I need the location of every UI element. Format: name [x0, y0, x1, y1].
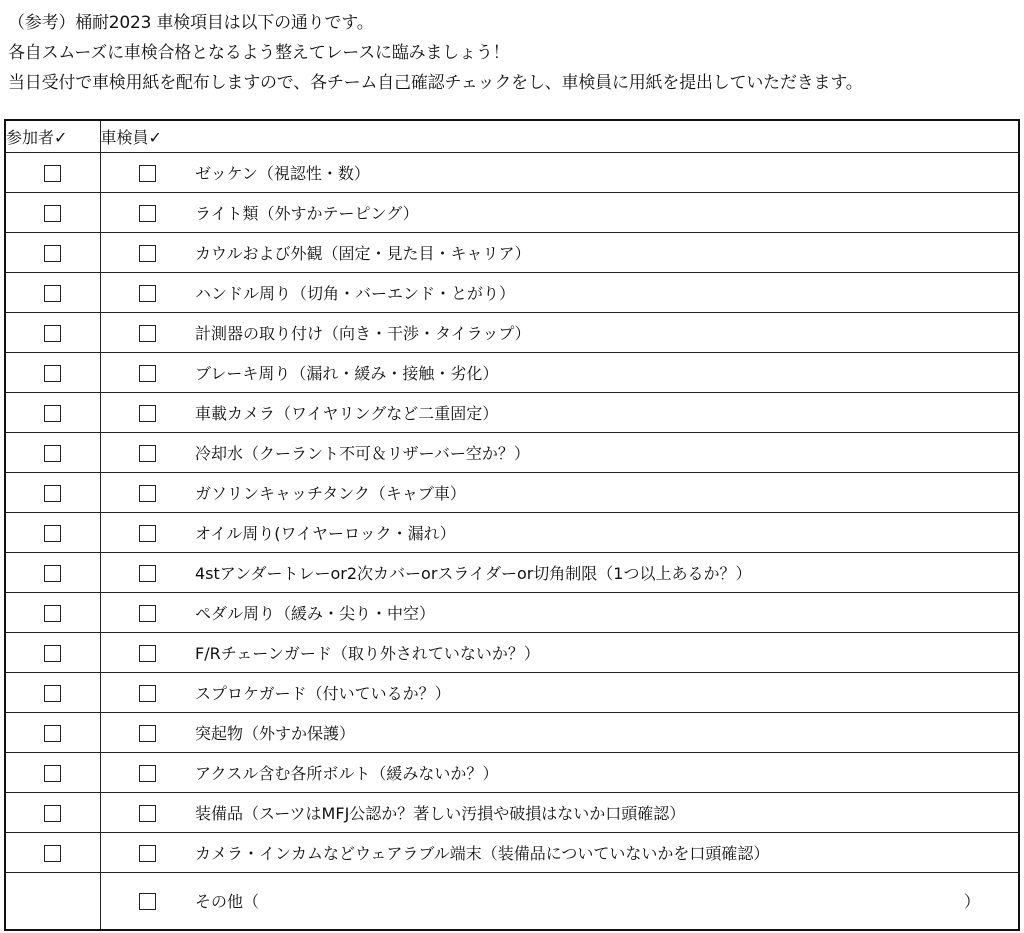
inspector-check-header: 車検員✓: [100, 120, 195, 152]
checklist-row: [5, 592, 1019, 632]
inspector-checkbox[interactable]: [139, 445, 156, 462]
participant-cell: [5, 472, 100, 512]
checklist-item-label: カメラ・インカムなどウェアラブル端末（装備品についていないかを口頭確認）: [195, 832, 1019, 872]
intro-text: [8, 8, 1018, 98]
participant-checkbox[interactable]: [44, 765, 61, 782]
participant-cell: [5, 752, 100, 792]
checklist-item-label: 装備品（スーツはMFJ公認か？著しい汚損や破損はないか口頭確認）: [195, 792, 1019, 832]
checklist-row: [5, 632, 1019, 672]
participant-checkbox[interactable]: [44, 245, 61, 262]
participant-checkbox[interactable]: [44, 405, 61, 422]
participant-checkbox[interactable]: [44, 845, 61, 862]
checklist-row: [5, 312, 1019, 352]
inspector-cell: [100, 272, 195, 312]
inspector-cell: [100, 752, 195, 792]
participant-checkbox[interactable]: [44, 565, 61, 582]
checklist-item-label: 車載カメラ（ワイヤリングなど二重固定）: [195, 392, 1019, 432]
checklist-row: [5, 152, 1019, 192]
inspector-checkbox[interactable]: [139, 165, 156, 182]
participant-cell: [5, 432, 100, 472]
inspector-cell: [100, 312, 195, 352]
checklist-item-label: カウルおよび外観（固定・見た目・キャリア）: [195, 232, 1019, 272]
inspector-checkbox[interactable]: [139, 725, 156, 742]
inspector-cell: [100, 792, 195, 832]
participant-cell: [5, 792, 100, 832]
inspector-cell: [100, 552, 195, 592]
participant-cell: [5, 312, 100, 352]
checklist-row: [5, 672, 1019, 712]
inspector-cell: [100, 352, 195, 392]
checklist-item-label: F/Rチェーンガード（取り外されていないか？）: [195, 632, 1019, 672]
checklist-item-label: ハンドル周り（切角・バーエンド・とがり）: [195, 272, 1019, 312]
checklist-row: [5, 432, 1019, 472]
inspector-cell: [100, 472, 195, 512]
inspector-cell: [100, 672, 195, 712]
checklist-item-label: アクスル含む各所ボルト（緩みないか？）: [195, 752, 1019, 792]
checklist-item-label: ブレーキ周り（漏れ・緩み・接触・劣化）: [195, 352, 1019, 392]
inspector-checkbox[interactable]: [139, 205, 156, 222]
checklist-item-label: ガソリンキャッチタンク（キャブ車）: [195, 472, 1019, 512]
inspector-cell: [100, 632, 195, 672]
inspector-checkbox[interactable]: [139, 605, 156, 622]
inspector-checkbox[interactable]: [139, 893, 156, 910]
checklist-item-label: ゼッケン（視認性・数）: [195, 152, 1019, 192]
inspector-checkbox[interactable]: [139, 845, 156, 862]
checklist-row: [5, 832, 1019, 872]
other-close-paren: ）: [963, 892, 980, 912]
inspector-cell: [100, 832, 195, 872]
participant-cell: [5, 552, 100, 592]
inspector-checkbox[interactable]: [139, 685, 156, 702]
participant-cell: [5, 672, 100, 712]
item-header: [195, 120, 1019, 152]
intro-line: 当日受付で車検用紙を配布しますので、各チーム自己確認チェックをし、車検員に用紙を提出していただきます。: [8, 73, 863, 93]
inspection-checklist: [4, 119, 1020, 931]
inspector-checkbox[interactable]: [139, 805, 156, 822]
inspector-cell: [100, 712, 195, 752]
participant-cell: [5, 232, 100, 272]
participant-checkbox[interactable]: [44, 525, 61, 542]
checklist-item-label: 突起物（外すか保護）: [195, 712, 1019, 752]
inspector-cell: [100, 592, 195, 632]
checklist-row: [5, 272, 1019, 312]
other-item: [195, 872, 1019, 930]
participant-cell: [5, 712, 100, 752]
participant-checkbox[interactable]: [44, 725, 61, 742]
participant-checkbox[interactable]: [44, 605, 61, 622]
checklist-row: [5, 352, 1019, 392]
inspector-cell: [100, 872, 195, 930]
participant-cell: [5, 152, 100, 192]
intro-line: 各自スムーズに車検合格となるよう整えてレースに臨みましょう！: [8, 43, 510, 63]
checklist-row: [5, 392, 1019, 432]
inspector-checkbox[interactable]: [139, 765, 156, 782]
inspector-checkbox[interactable]: [139, 525, 156, 542]
participant-cell: [5, 592, 100, 632]
checklist-item-label: ライト類（外すかテーピング）: [195, 192, 1019, 232]
participant-check-header: 参加者✓: [5, 120, 100, 152]
checklist-row: [5, 192, 1019, 232]
checklist-item-label: 4stアンダートレーor2次カバーorスライダーor切角制限（1つ以上あるか？）: [195, 552, 1019, 592]
participant-checkbox[interactable]: [44, 325, 61, 342]
inspector-checkbox[interactable]: [139, 645, 156, 662]
participant-checkbox[interactable]: [44, 485, 61, 502]
participant-checkbox[interactable]: [44, 165, 61, 182]
checklist-row-other: [5, 872, 1019, 930]
participant-cell: [5, 832, 100, 872]
checklist-row: [5, 232, 1019, 272]
inspector-checkbox[interactable]: [139, 325, 156, 342]
inspector-cell: [100, 152, 195, 192]
participant-cell: [5, 352, 100, 392]
participant-checkbox[interactable]: [44, 285, 61, 302]
participant-checkbox[interactable]: [44, 445, 61, 462]
checklist-row: [5, 752, 1019, 792]
inspector-cell: [100, 232, 195, 272]
inspector-cell: [100, 512, 195, 552]
participant-checkbox[interactable]: [44, 365, 61, 382]
participant-cell: [5, 272, 100, 312]
checklist-item-label: オイル周り(ワイヤーロック・漏れ）: [195, 512, 1019, 552]
participant-checkbox[interactable]: [44, 805, 61, 822]
checklist-row: [5, 552, 1019, 592]
checklist-item-label: スプロケガード（付いているか？）: [195, 672, 1019, 712]
participant-cell: [5, 632, 100, 672]
checklist-item-label: ペダル周り（緩み・尖り・中空）: [195, 592, 1019, 632]
inspector-checkbox[interactable]: [139, 365, 156, 382]
participant-cell: [5, 392, 100, 432]
other-label: その他（: [195, 892, 260, 912]
checklist-item-label: 冷却水（クーラント不可＆リザーバー空か？）: [195, 432, 1019, 472]
inspector-checkbox[interactable]: [139, 245, 156, 262]
checklist-row: [5, 792, 1019, 832]
inspector-cell: [100, 432, 195, 472]
participant-checkbox[interactable]: [44, 205, 61, 222]
checklist-item-label: 計測器の取り付け（向き・干渉・タイラップ）: [195, 312, 1019, 352]
participant-cell: [5, 512, 100, 552]
participant-cell: [5, 872, 100, 930]
inspector-checkbox[interactable]: [139, 565, 156, 582]
checklist-row: [5, 472, 1019, 512]
inspector-cell: [100, 192, 195, 232]
inspector-checkbox[interactable]: [139, 285, 156, 302]
participant-checkbox[interactable]: [44, 685, 61, 702]
checklist-body: [5, 152, 1019, 930]
checklist-header-row: [5, 120, 1019, 152]
inspector-checkbox[interactable]: [139, 485, 156, 502]
participant-cell: [5, 192, 100, 232]
intro-line: （参考）桶耐2023 車検項目は以下の通りです。: [8, 13, 374, 33]
checklist-row: [5, 512, 1019, 552]
inspector-checkbox[interactable]: [139, 405, 156, 422]
inspector-cell: [100, 392, 195, 432]
participant-checkbox[interactable]: [44, 645, 61, 662]
checklist-row: [5, 712, 1019, 752]
